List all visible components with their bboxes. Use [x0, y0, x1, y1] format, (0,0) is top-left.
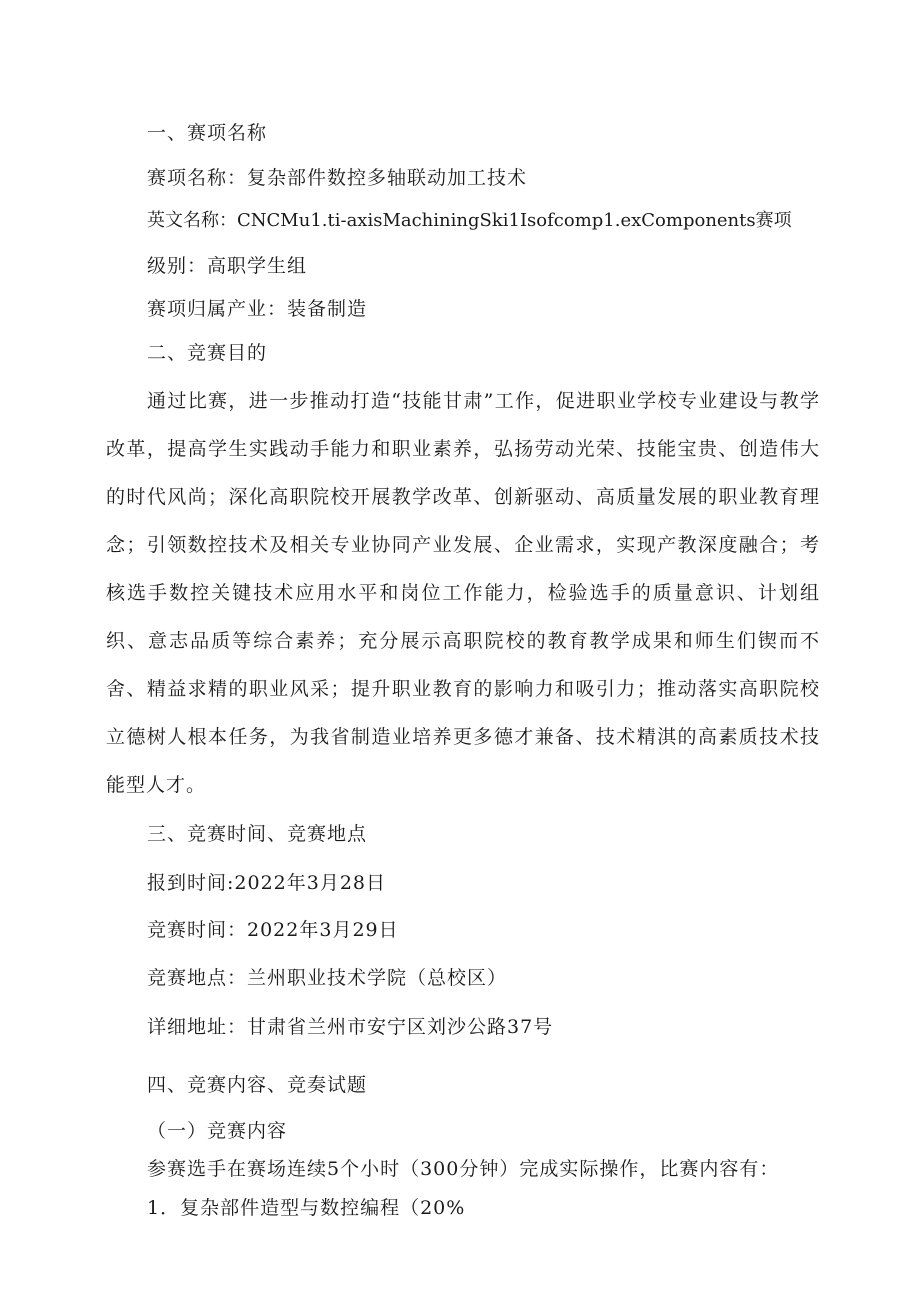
section4-heading: 四、竞赛内容、竞奏试题 [147, 1074, 368, 1096]
industry: 赛项归属产业：装备制造 [147, 298, 368, 320]
purpose-paragraph: 通过比赛，进一步推动打造“技能甘肃”工作，促进职业学校专业建设与教学改革，提高学生实践动手能力和职业素养，弘扬劳动光荣、技能宝贵、创造伟大的时代风尚；深化高职院校开展教学改革、创新驱动、高质量发展的职业教育理念；引领数控技术及相关专业协同产业发展、企业需求，实现产教深度融合；考核选手数控关键技术应用水平和岗位工作能力，检验选手的质量意识、计划组织、意志品质等综合素养；充分展示高职院校的教育教学成果和师生们锲而不舍、精益求精的职业风采；提升职业教育的影响力和吸引力；推动落实高职院校立德树人根本任务，为我省制造业培养更多德才兼备、技术精淇的高素质技术技能型人才。 [106, 390, 820, 796]
section1-heading: 一、赛项名称 [147, 122, 268, 144]
content-item-1: 1．复杂部件造型与数控编程（20% [147, 1197, 466, 1219]
venue-address: 详细地址：甘肃省兰州市安宁区刘沙公路37号 [147, 1016, 554, 1038]
competition-venue: 竞赛地点：兰州职业技术学院（总校区） [147, 967, 508, 989]
english-name: 英文名称：CNCMu1.ti-axisMachiningSki1Isofcomp1.exComponents赛项 [147, 210, 792, 231]
registration-time: 报到时间:2022年3月28日 [147, 872, 387, 894]
event-name: 赛项名称：复杂部件数控多轴联动加工技术 [147, 167, 528, 189]
section4-subheading: （一）竞赛内容 [147, 1120, 288, 1142]
level: 级别：高职学生组 [147, 255, 308, 277]
competition-time: 竞赛时间：2022年3月29日 [147, 919, 399, 941]
content-intro: 参赛选手在赛场连续5个小时（300分钟）完成实际操作，比赛内容有： [147, 1158, 780, 1180]
section2-heading: 二、竞赛目的 [147, 342, 268, 364]
section3-heading: 三、竞赛时间、竞赛地点 [147, 823, 368, 845]
